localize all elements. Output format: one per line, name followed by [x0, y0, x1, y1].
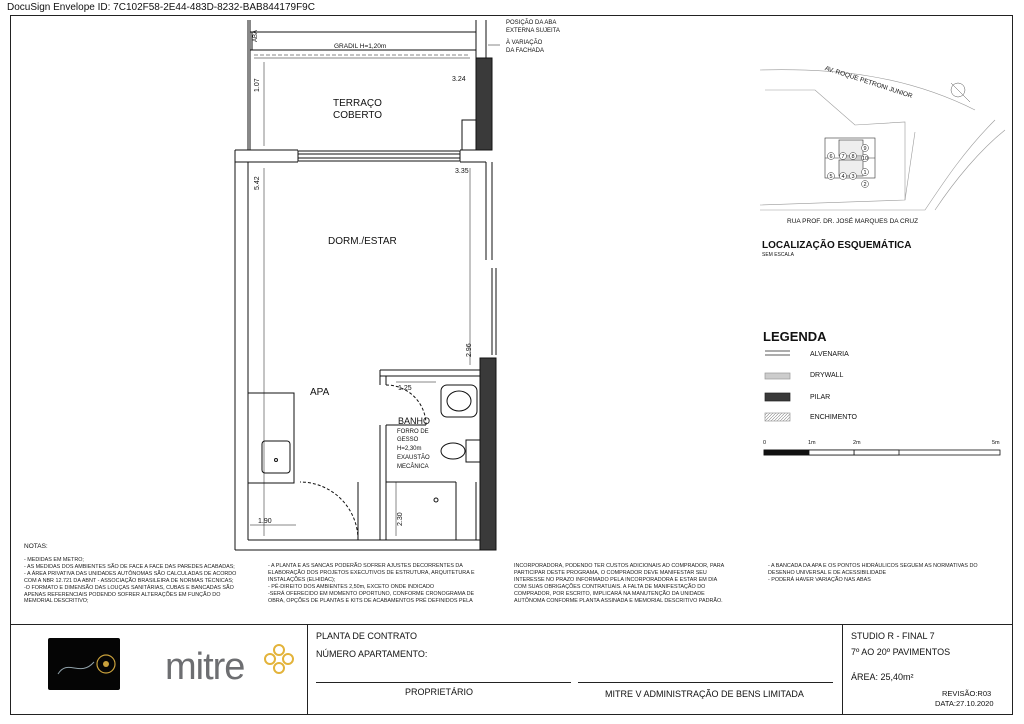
unit-number: 1 — [863, 170, 867, 176]
title-block-top-line — [10, 624, 1013, 625]
notes-col2: - A PLANTA E AS SANCAS PODERÃO SOFRER AJUSTES DECORRENTES DA ELABORAÇÃO DOS PROJETOS EXECUTIVOS DE ESTRUTURA, ARQUITETURA E INSTALAÇÕES (ELHIDAC); - PÉ-DIREITO DOS AMBIENTES 2,50m, EXCETO ONDE INDICADO -SERÁ OFERECIDO EM MOMENTO OPORTUNO, CONFORME CRONOGRAMA DE OBRA, OPÇÕES DE PLANTAS E KITS DE ACABAMENTOS PRÉ DEFINIDOS PELA — [268, 563, 475, 604]
legend-alvenaria: ALVENARIA — [810, 351, 849, 358]
posicao-aba-1: POSIÇÃO DA ABA — [506, 20, 557, 26]
dim-296: 2.96 — [466, 343, 473, 357]
dim-125: 1.25 — [398, 385, 412, 392]
aba-label: ABA — [253, 29, 259, 42]
unit-number: 8 — [851, 154, 855, 160]
street-bottom: RUA PROF. DR. JOSÉ MARQUES DA CRUZ — [787, 218, 919, 225]
numero-apartamento: NÚMERO APARTAMENTO: — [316, 649, 428, 659]
unit-number: 6 — [829, 154, 833, 160]
location-subtitle: SEM ESCALA — [762, 252, 794, 258]
location-title: LOCALIZAÇÃO ESQUEMÁTICA — [762, 240, 912, 251]
unit-number: 3 — [851, 174, 855, 180]
scale-2: 2m — [853, 440, 861, 446]
dim-335: 3.35 — [455, 168, 469, 175]
forro-5: MECÂNICA — [397, 464, 429, 470]
data: DATA:27.10.2020 — [935, 699, 994, 708]
proprietario: PROPRIETÁRIO — [405, 687, 474, 697]
room-apa: APA — [310, 387, 330, 398]
dim-542: 5.42 — [254, 176, 261, 190]
unit-number: 7 — [841, 154, 845, 160]
notes-col4: - A BANCADA DA APA E OS PONTOS HIDRÁULICOS SEGUEM AS NORMATIVAS DO DESENHO UNIVERSAL E DE ACESSIBILIDADE - PODERÁ HAVER VARIAÇÃO NAS ABAS — [768, 563, 978, 583]
room-dorm: DORM./ESTAR — [328, 236, 397, 247]
planta-contrato: PLANTA DE CONTRATO — [316, 631, 418, 641]
area: ÁREA: 25,40m² — [851, 672, 914, 682]
forro-3: H=2,30m — [397, 446, 422, 452]
posicao-aba-4: DA FACHADA — [506, 48, 545, 54]
posicao-aba-2: EXTERNA SUJEITA — [506, 28, 560, 34]
posicao-aba-3: À VARIAÇÃO — [506, 40, 543, 46]
studio: STUDIO R - FINAL 7 — [851, 631, 935, 641]
gradil-label: GRADIL H=1,20m — [334, 43, 387, 50]
room-terraco: TERRAÇO — [333, 98, 382, 109]
notes-col3: INCORPORADORA, PODENDO TER CUSTOS ADICIONAIS AO COMPRADOR, PARA PARTICIPAR DESTE PROGRAMA, O COMPRADOR DEVE MANIFESTAR SEU INTERESSE NO PRAZO INFORMADO PELA INCORPORADORA E ESTAR EM DIA COM SUAS OBRIGAÇÕES CONTRATUAIS. A FALTA DE MANIFESTAÇÃO DO COMPRADOR, POR ESCRITO, IMPLICARÁ NA MANUTENÇÃO DA UNIDADE AUTÔNOMA CONFORME PLANTA ASSINADA E MEMORIAL DESCRITIVO PADRÃO. — [514, 563, 725, 604]
dim-324: 3.24 — [452, 76, 466, 83]
dim-107: 1.07 — [254, 78, 261, 92]
scale-0: 0 — [763, 440, 767, 446]
revisao: REVISÃO:R03 — [942, 689, 992, 698]
unit-number: 5 — [829, 174, 833, 180]
forro-2: GESSO — [397, 437, 419, 443]
legend-enchimento: ENCHIMENTO — [810, 414, 857, 421]
legend-title: LEGENDA — [763, 329, 827, 344]
unit-number: 4 — [841, 174, 845, 180]
notes-col1: - MEDIDAS EM METRO; - AS MEDIDAS DOS AMBIENTES SÃO DE FACE A FACE DAS PAREDES ACABADAS; - A ÁREA PRIVATIVA DAS UNIDADES AUTÔNOMAS SÃO CALCULADAS DE ACORDO COM A NBR 12.721 DA ABNT - ASSOCIAÇÃO BRASILEIRA DE NORMAS TÉCNICAS; -O FORMATO E DIMENSÃO DAS LOUÇAS SANITÁRIAS, CUBAS E BANCADAS SÃO APENAS REFERENCIAIS PODENDO SOFRER ALTERAÇÕES EM FUNÇÃO DO MEMORIAL DESCRITIVO; — [24, 557, 237, 605]
room-terraco-2: COBERTO — [333, 110, 383, 121]
dim-190: 1.90 — [258, 518, 272, 525]
mitre-company: MITRE V ADMINISTRAÇÃO DE BENS LIMITADA — [605, 689, 804, 699]
envelope-id: DocuSign Envelope ID: 7C102F58-2E44-483D-8232-BAB844179F9C — [7, 2, 315, 13]
partner-logo-icon — [48, 638, 120, 690]
dim-230: 2.30 — [397, 512, 404, 526]
street-top: AV. ROQUE PETRONI JUNIOR — [823, 65, 914, 101]
unit-number: 2 — [863, 182, 867, 188]
mitre-logo: mitre — [165, 646, 245, 688]
forro-1: FORRO DE — [397, 429, 429, 435]
unit-number: 10 — [861, 156, 869, 162]
pavimentos: 7º AO 20º PAVIMENTOS — [851, 647, 951, 657]
unit-number: 9 — [863, 146, 867, 152]
legend-swatches — [760, 345, 1010, 465]
scale-5: 5m — [992, 440, 1000, 446]
legend-drywall: DRYWALL — [810, 372, 844, 379]
scale-1: 1m — [808, 440, 816, 446]
notes-title: NOTAS: — [24, 543, 48, 550]
room-banho: BANHO — [398, 416, 431, 426]
forro-4: EXAUSTÃO — [397, 455, 430, 461]
mitre-flower-icon — [262, 642, 296, 676]
legend-pilar: PILAR — [810, 394, 831, 401]
